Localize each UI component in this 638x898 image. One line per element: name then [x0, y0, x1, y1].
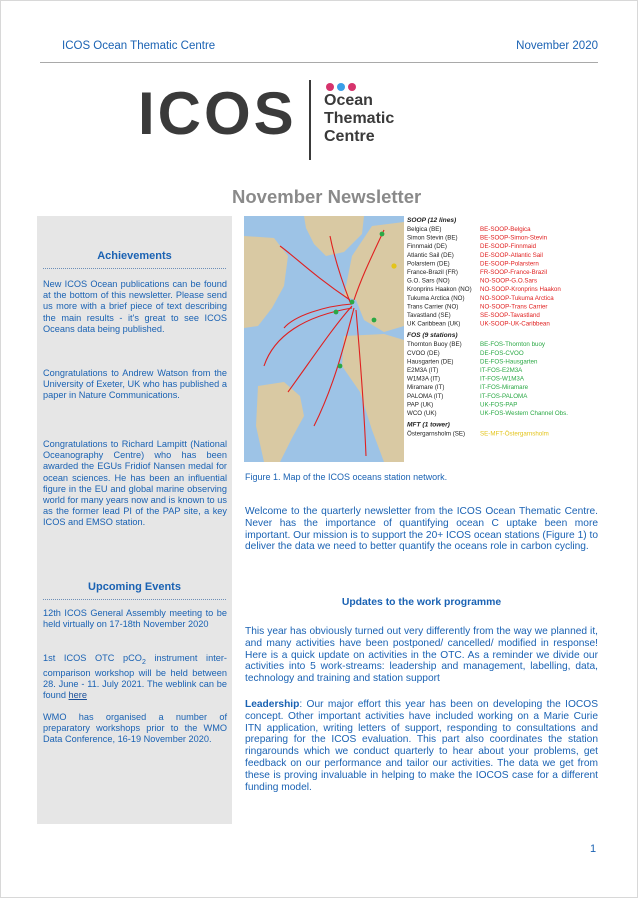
legend-station-name: Atlantic Sail (DE) — [407, 251, 454, 259]
legend-station-name: Hausgarten (DE) — [407, 358, 454, 366]
legend-station-code: DE-FOS-Hausgarten — [480, 358, 538, 366]
logo-sub-line: Centre — [324, 128, 375, 145]
leadership-paragraph — [245, 699, 598, 793]
logo-subtitle — [324, 92, 394, 146]
legend-station-code: NO-SOOP-Kronprins Haakon — [480, 286, 561, 294]
header-rule — [40, 62, 598, 63]
logo-dot — [348, 83, 356, 91]
legend-station-name: PALOMA (IT) — [407, 392, 444, 400]
station-map — [244, 216, 596, 462]
fos-marker — [338, 364, 343, 369]
mft-marker — [391, 263, 396, 268]
achievements-paragraph: Congratulations to Richard Lampitt (National Oceanography Centre) who has been awarded the EGUs Fridiof Nansen medal for ocean sciences. He has been an influential figure in the EU and global marine observing world for many years now and is known to us as the former lead PI of the PAP site, a key ICOS and EMSO station. — [43, 439, 227, 528]
events-heading: Upcoming Events — [43, 581, 226, 600]
leadership-lead: Leadership — [245, 699, 300, 710]
legend-station-code: DE-SOOP-Finnmaid — [480, 243, 537, 251]
logo-dot — [337, 83, 345, 91]
legend-station-name: Finnmaid (DE) — [407, 243, 447, 251]
legend-station-code: UK-SOOP-UK-Caribbean — [480, 320, 550, 328]
updates-paragraph: This year has obviously turned out very differently from the way we planned it, and many activities have been postponed/ cancelled/ modified in response! Here is a quick update on activities in the OTC. As a reminder we divide our activities into 5 work-streams: leadership and management, labelling, data, technology and training and station support — [245, 626, 598, 685]
legend-station-code: BE-SOOP-Belgica — [480, 226, 531, 233]
newsletter-title: November Newsletter — [232, 186, 422, 207]
legend-station-code: SE-SOOP-Tavastland — [480, 312, 540, 319]
page-number: 1 — [590, 843, 597, 855]
legend-station-code: BE-SOOP-Simon-Stevin — [480, 234, 548, 242]
logo-sub-line: Thematic — [324, 110, 395, 127]
legend-station-code: DE-SOOP-Polarstern — [480, 260, 539, 268]
legend-station-name: PAP (UK) — [407, 401, 434, 409]
achievements-heading: Achievements — [43, 250, 226, 269]
header-date: November 2020 — [516, 40, 598, 52]
leadership-text: : Our major effort this year has been on developing the IOCOS concept. Other important activities have included working on a Marie Curie ITN application, writing letters of support, responding to consultations and preparing for the ICOS evaluation. This part also coordinates the station ringarounds which we conduct quarterly to hear about your problems, get feedback on our performance and tailor our activities. The data we get from these is proving invaluable in helping to make the IOCOS case for a different funding model. — [245, 699, 598, 793]
figure-caption: Figure 1. Map of the ICOS oceans station network. — [245, 472, 448, 482]
achievements-paragraph: Congratulations to Andrew Watson from the University of Exeter, UK who has published a paper in Nature Communications. — [43, 368, 227, 401]
workshop-link[interactable]: here — [68, 690, 87, 701]
legend-station-code: IT-FOS-E2M3A — [480, 367, 523, 374]
legend-station-code: DE-FOS-CVOO — [480, 349, 524, 357]
events-text: 1st ICOS OTC pCO — [43, 653, 142, 663]
legend-station-code: DE-SOOP-Atlantic Sail — [480, 251, 543, 259]
legend-station-name: Tavastland (SE) — [407, 312, 451, 319]
legend-station-code: SE-MFT-Östergarnsholm — [480, 430, 549, 438]
legend-station-name: Polarstern (DE) — [407, 260, 450, 268]
legend-station-code: NO-SOOP-Trans Carrier — [480, 303, 548, 311]
achievements-paragraph: New ICOS Ocean publications can be found at the bottom of this newsletter. Please send us more with a brief piece of text describing the main results - it's great to see ICOS Oceans data being published. — [43, 279, 227, 334]
logo-dot — [326, 83, 334, 91]
legend-station-name: Simon Stevin (BE) — [407, 234, 458, 242]
legend-heading: MFT (1 tower) — [407, 421, 450, 429]
fos-marker — [372, 318, 377, 323]
legend-heading: SOOP (12 lines) — [407, 217, 457, 224]
logo-divider — [309, 80, 311, 160]
subscript: 2 — [141, 658, 146, 666]
legend-station-code: NO-SOOP-G.O.Sars — [480, 277, 538, 285]
header-org: ICOS Ocean Thematic Centre — [62, 40, 216, 52]
legend-station-name: W1M3A (IT) — [407, 375, 441, 383]
legend-station-name: Belgica (BE) — [407, 226, 442, 233]
intro-paragraph: Welcome to the quarterly newsletter from the ICOS Ocean Thematic Centre. Never has the importance of quantifying ocean C uptake been more important. Our mission is to support the 20+ ICOS ocean stations (Figure 1) to deliver the data we need to better quantify the oceans role in carbon cycling. — [245, 506, 598, 553]
legend-station-code: FR-SOOP-France-Brazil — [480, 269, 548, 276]
events-text: instrument inter-comparison workshop will be held between 28. June - 11. July 2021. The weblink can be found — [43, 653, 227, 701]
fos-marker — [380, 232, 385, 237]
logo-word: ICOS — [138, 80, 297, 147]
legend-station-name: Kronprins Haakon (NO) — [407, 286, 472, 294]
legend-station-name: Miramare (IT) — [407, 384, 445, 392]
legend-station-code: IT-FOS-Miramare — [480, 384, 529, 392]
legend-station-name: CVOO (DE) — [407, 349, 440, 357]
legend-station-name: E2M3A (IT) — [407, 367, 439, 374]
legend-station-name: WCO (UK) — [407, 410, 437, 417]
legend-station-name: Thornton Buoy (BE) — [407, 341, 462, 349]
legend-station-code: IT-FOS-W1M3A — [480, 375, 525, 383]
events-paragraph — [43, 653, 227, 702]
events-paragraph: WMO has organised a number of preparatory workshops prior to the WMO Data Conference, 16-19 November 2020. — [43, 712, 227, 745]
legend-station-name: Tukuma Arctica (NO) — [407, 294, 465, 302]
legend-station-code: IT-FOS-PALOMA — [480, 392, 528, 400]
fos-marker — [350, 300, 355, 305]
legend-station-name: France-Brazil (FR) — [407, 269, 458, 276]
legend-station-name: Östergarnsholm (SE) — [407, 430, 466, 438]
legend-station-code: BE-FOS-Thornton buoy — [480, 341, 545, 349]
sidebar — [37, 216, 232, 824]
legend-station-name: G.O. Sars (NO) — [407, 277, 450, 285]
legend-station-code: UK-FOS-PAP — [480, 401, 518, 409]
updates-heading: Updates to the work programme — [341, 597, 502, 608]
events-paragraph: 12th ICOS General Assembly meeting to be held virtually on 17-18th November 2020 — [43, 608, 227, 630]
legend-station-code: UK-FOS-Western Channel Obs. — [480, 410, 568, 417]
icos-logo — [138, 78, 438, 160]
fos-marker — [334, 310, 339, 315]
legend-station-code: NO-SOOP-Tukuma Arctica — [480, 294, 554, 302]
legend-heading: FOS (9 stations) — [407, 332, 458, 340]
legend-station-name: UK Caribbean (UK) — [407, 320, 461, 328]
logo-sub-line: Ocean — [324, 92, 373, 109]
legend-station-name: Trans Carrier (NO) — [407, 303, 459, 311]
